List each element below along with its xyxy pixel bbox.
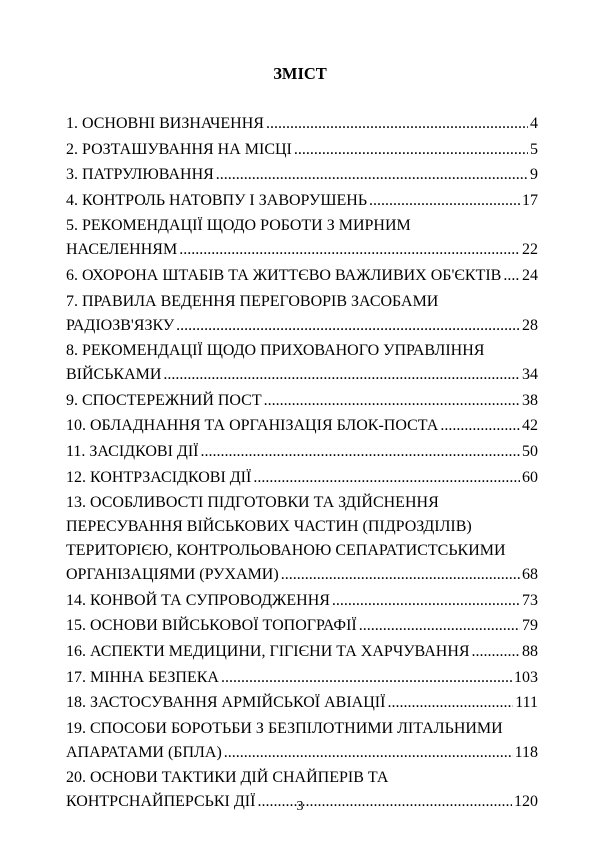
toc-entry-page: 68: [522, 566, 538, 584]
toc-dot-leader: [332, 589, 520, 613]
toc-entry-text: 18. ЗАСТОСУВАННЯ АРМІЙСЬКОЇ АВІАЦІЇ: [66, 694, 386, 712]
toc-entry[interactable]: [66, 640, 538, 664]
toc-entry[interactable]: [66, 466, 538, 490]
toc-entry[interactable]: [66, 163, 538, 187]
toc-entry-text: 2. РОЗТАШУВАННЯ НА МІСЦІ: [66, 140, 292, 158]
toc-entry[interactable]: [66, 440, 538, 464]
table-of-contents: [66, 112, 538, 814]
toc-entry-text: 16. АСПЕКТИ МЕДИЦИНИ, ГІГІЄНИ ТА ХАРЧУВАННЯ: [66, 642, 470, 660]
toc-entry-line: [66, 466, 538, 490]
toc-entry-line: [66, 264, 538, 288]
toc-dot-leader: [294, 138, 528, 162]
toc-entry-line: [66, 515, 538, 539]
toc-dot-leader: [503, 264, 520, 288]
toc-entry-page: 88: [522, 642, 538, 660]
toc-entry-line: [66, 563, 538, 587]
toc-entry-text: НАСЕЛЕННЯМ: [66, 241, 178, 259]
toc-entry-page: 120: [514, 793, 538, 811]
toc-entry[interactable]: [66, 691, 538, 715]
toc-entry-text: 14. КОНВОЙ ТА СУПРОВОДЖЕННЯ: [66, 591, 330, 609]
toc-entry-text: 4. КОНТРОЛЬ НАТОВПУ І ЗАВОРУШЕНЬ: [66, 191, 368, 209]
toc-dot-leader: [221, 666, 512, 690]
toc-entry-text: 10. ОБЛАДНАННЯ ТА ОРГАНІЗАЦІЯ БЛОК-ПОСТА: [66, 417, 439, 435]
toc-entry-text: ТЕРИТОРІЄЮ, КОНТРОЛЬОВАНОЮ СЕПАРАТИСТСЬКИМИ: [66, 542, 506, 560]
toc-entry[interactable]: [66, 290, 538, 338]
toc-entry[interactable]: [66, 138, 538, 162]
toc-dot-leader: [216, 163, 528, 187]
toc-dot-leader: [163, 363, 520, 387]
toc-entry-text: АПАРАТАМИ (БПЛА): [66, 743, 222, 761]
toc-entry[interactable]: [66, 389, 538, 413]
toc-dot-leader: [266, 112, 528, 136]
toc-dot-leader: [253, 466, 520, 490]
toc-entry-page: 38: [522, 391, 538, 409]
toc-dot-leader: [281, 563, 520, 587]
toc-entry-line: [66, 339, 538, 363]
toc-entry-text: РАДІОЗВ'ЯЗКУ: [66, 316, 175, 334]
toc-entry[interactable]: [66, 264, 538, 288]
toc-entry-page: 111: [515, 694, 538, 712]
toc-entry-line: [66, 614, 538, 638]
toc-entry[interactable]: [66, 589, 538, 613]
toc-entry[interactable]: [66, 614, 538, 638]
page-title: ЗМІСТ: [273, 64, 327, 83]
toc-entry-line: [66, 766, 538, 790]
toc-entry-page: 22: [522, 241, 538, 259]
toc-entry-line: [66, 290, 538, 314]
toc-entry-text: 1. ОСНОВНІ ВИЗНАЧЕННЯ: [66, 115, 264, 132]
toc-entry-text: 13. ОСОБЛИВОСТІ ПІДГОТОВКИ ТА ЗДІЙСНЕННЯ: [66, 494, 439, 512]
toc-entry[interactable]: [66, 414, 538, 438]
toc-dot-leader: [176, 314, 520, 338]
toc-entry[interactable]: [66, 214, 538, 262]
toc-entry-line: [66, 589, 538, 613]
toc-entry-text: 7. ПРАВИЛА ВЕДЕННЯ ПЕРЕГОВОРІВ ЗАСОБАМИ: [66, 292, 439, 310]
toc-entry-line: [66, 741, 538, 765]
toc-entry[interactable]: [66, 491, 538, 587]
toc-entry-line: [66, 491, 538, 515]
toc-entry-text: 3. ПАТРУЛЮВАННЯ: [66, 166, 214, 184]
page-number: 3: [296, 799, 304, 814]
toc-entry-text: 17. МІННА БЕЗПЕКА: [66, 668, 219, 686]
toc-entry-line: [66, 363, 538, 387]
toc-entry-text: 9. СПОСТЕРЕЖНИЙ ПОСТ: [66, 391, 262, 409]
toc-entry[interactable]: [66, 189, 538, 213]
toc-entry-line: [66, 189, 538, 213]
toc-entry-text: 19. СПОСОБИ БОРОТЬБИ З БЕЗПІЛОТНИМИ ЛІТАЛЬНИМИ: [66, 719, 503, 737]
toc-entry-page: 118: [514, 743, 538, 761]
toc-entry-line: [66, 640, 538, 664]
toc-dot-leader: [179, 238, 520, 262]
toc-entry-line: [66, 112, 538, 136]
toc-entry-line: [66, 666, 538, 690]
toc-entry-text: 6. ОХОРОНА ШТАБІВ ТА ЖИТТЄВО ВАЖЛИВИХ ОБ'ЄКТІВ: [66, 266, 502, 284]
toc-entry-page: 5: [530, 140, 538, 158]
toc-entry-line: [66, 138, 538, 162]
toc-entry-text: КОНТРСНАЙПЕРСЬКІ ДІЇ: [66, 793, 256, 811]
toc-entry-page: 4: [530, 115, 538, 132]
toc-entry-page: 24: [522, 266, 538, 284]
toc-entry-page: 34: [522, 366, 538, 384]
toc-entry-page: 9: [530, 166, 538, 184]
toc-dot-leader: [440, 414, 520, 438]
toc-entry-line: [66, 314, 538, 338]
toc-entry-text: ОРГАНІЗАЦІЯМИ (РУХАМИ): [66, 566, 279, 584]
toc-entry-page: 42: [522, 417, 538, 435]
toc-entry-text: ВІЙСЬКАМИ: [66, 366, 162, 384]
toc-dot-leader: [359, 614, 520, 638]
toc-entry-line: [66, 163, 538, 187]
toc-entry-page: 28: [522, 316, 538, 334]
toc-entry-line: [66, 214, 538, 238]
toc-entry-text: 11. ЗАСІДКОВІ ДІЇ: [66, 442, 199, 460]
toc-entry-page: 17: [522, 191, 538, 209]
toc-entry-line: [66, 440, 538, 464]
toc-entry-page: 50: [522, 442, 538, 460]
toc-entry-line: [66, 691, 538, 715]
toc-dot-leader: [224, 741, 513, 765]
toc-entry-page: 79: [522, 617, 538, 635]
toc-entry[interactable]: [66, 112, 538, 136]
toc-entry-text: 8. РЕКОМЕНДАЦІЇ ЩОДО ПРИХОВАНОГО УПРАВЛІННЯ: [66, 342, 485, 360]
toc-dot-leader: [387, 691, 513, 715]
toc-entry-line: [66, 238, 538, 262]
toc-dot-leader: [472, 640, 520, 664]
toc-entry-line: [66, 389, 538, 413]
toc-dot-leader: [264, 389, 520, 413]
toc-entry-text: 12. КОНТРЗАСІДКОВІ ДІЇ: [66, 468, 252, 486]
toc-entry-line: [66, 539, 538, 563]
toc-entry-text: 15. ОСНОВИ ВІЙСЬКОВОЇ ТОПОГРАФІЇ: [66, 617, 357, 635]
toc-entry[interactable]: [66, 339, 538, 387]
toc-entry-text: 5. РЕКОМЕНДАЦІЇ ЩОДО РОБОТИ З МИРНИМ: [66, 217, 411, 235]
toc-entry-line: [66, 414, 538, 438]
toc-entry-line: [66, 717, 538, 741]
toc-entry-page: 60: [522, 468, 538, 486]
toc-entry-page: 103: [514, 668, 538, 686]
toc-entry-text: 20. ОСНОВИ ТАКТИКИ ДІЙ СНАЙПЕРІВ ТА: [66, 769, 389, 787]
toc-entry-text: ПЕРЕСУВАННЯ ВІЙСЬКОВИХ ЧАСТИН (ПІДРОЗДІЛІВ): [66, 518, 472, 536]
toc-entry[interactable]: [66, 666, 538, 690]
toc-entry[interactable]: [66, 717, 538, 765]
toc-dot-leader: [369, 189, 520, 213]
toc-entry-page: 73: [522, 591, 538, 609]
toc-dot-leader: [201, 440, 521, 464]
